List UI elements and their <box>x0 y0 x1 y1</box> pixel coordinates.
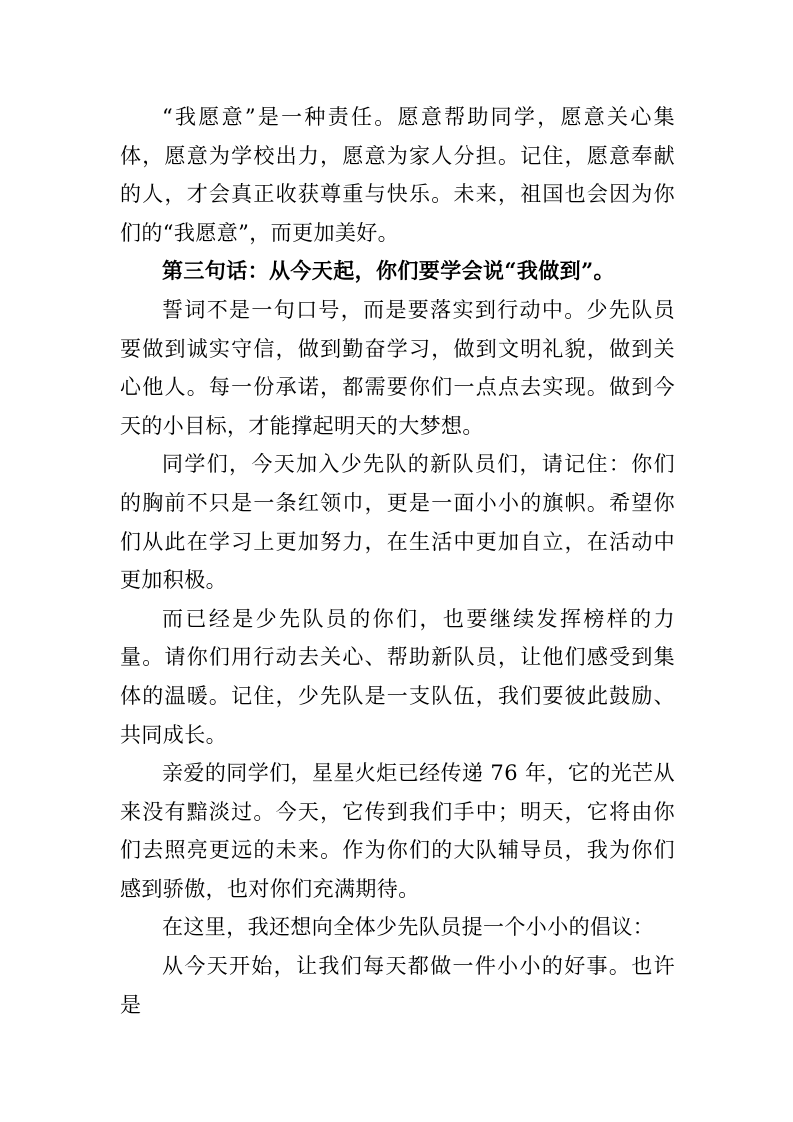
paragraph-new-members: 同学们，今天加入少先队的新队员们，请记住：你们的胸前不只是一条红领巾，更是一面小小的旗帜。希望你们从此在学习上更加努力，在生活中更加自立，在活动中更加积极。 <box>120 452 675 593</box>
paragraph-torch: 亲爱的同学们，星星火炬已经传递 76 年，它的光芒从来没有黯淡过。今天，它传到我们手中；明天，它将由你们去照亮更远的未来。作为你们的大队辅导员，我为你们感到骄傲，也对你们充满期待。 <box>120 761 675 901</box>
heading-third-sentence: 第三句话：从今天起，你们要学会说“我做到”。 <box>162 258 615 284</box>
paragraph-oath-action: 誓词不是一句口号，而是要落实到行动中。少先队员要做到诚实守信，做到勤奋学习，做到文明礼貌，做到关心他人。每一份承诺，都需要你们一点点去实现。做到今天的小目标，才能撑起明天的大梦想。 <box>120 297 675 438</box>
paragraph-willing-responsibility: “我愿意”是一种责任。愿意帮助同学，愿意关心集体，愿意为学校出力，愿意为家人分担。记住，愿意奉献的人，才会真正收获尊重与快乐。未来，祖国也会因为你们的“我愿意”，而更加美好。 <box>120 105 675 245</box>
paragraph-proposal: 在这里，我还想向全体少先队员提一个小小的倡议： <box>162 915 655 940</box>
paragraph-existing-members: 而已经是少先队员的你们，也要继续发挥榜样的力量。请你们用行动去关心、帮助新队员，让他们感受到集体的温暖。记住，少先队是一支队伍，我们要彼此鼓励、共同成长。 <box>120 606 675 747</box>
paragraph-good-deed: 从今天开始，让我们每天都做一件小小的好事。也许是 <box>120 954 675 1017</box>
